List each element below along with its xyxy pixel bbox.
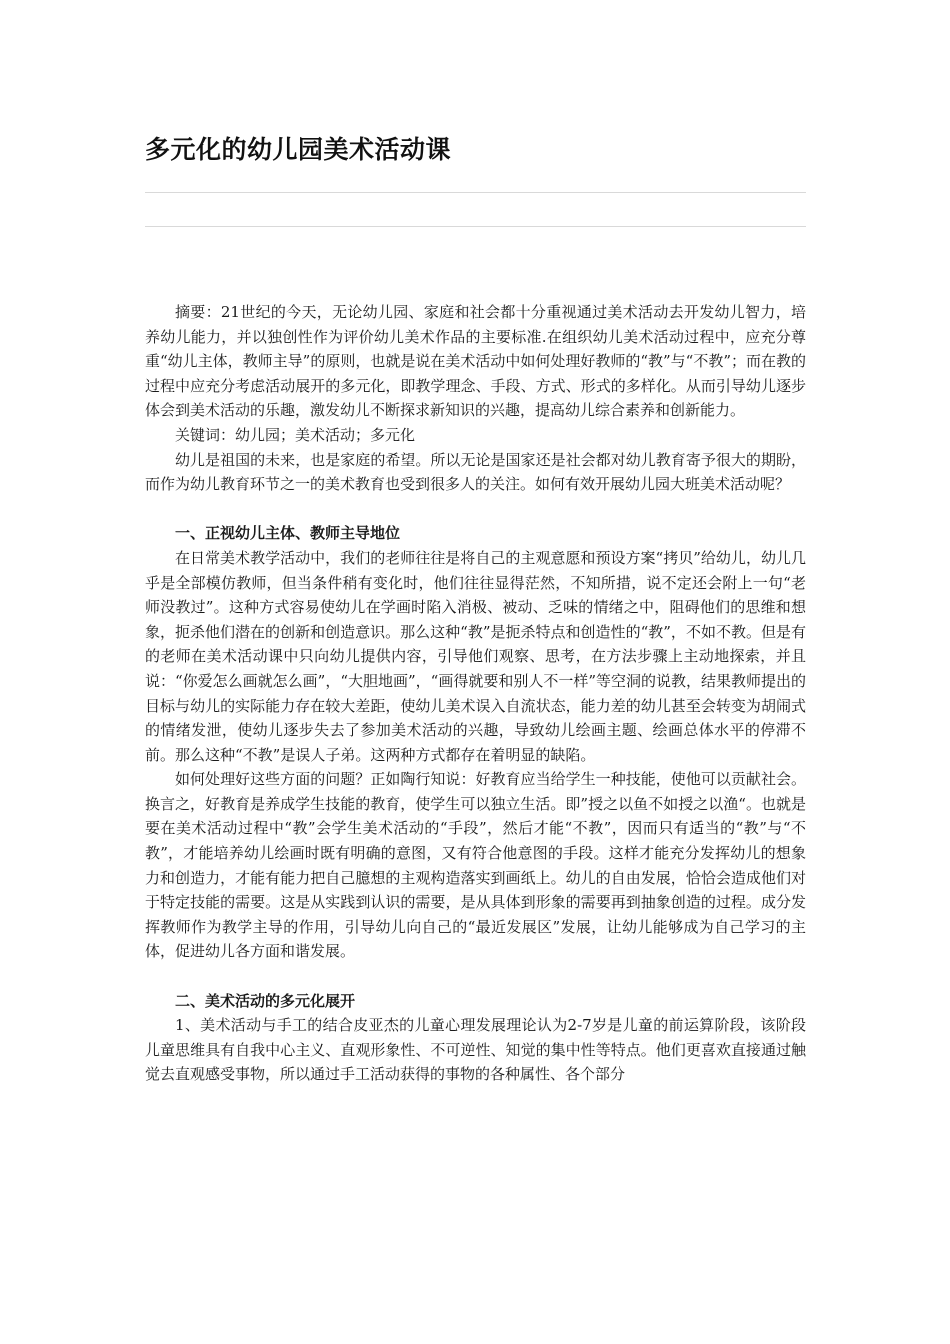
section-spacer (145, 497, 806, 522)
page-bottom-margin (0, 1198, 950, 1344)
keywords-paragraph: 关键词：幼儿园；美术活动；多元化 (175, 425, 416, 444)
intro-paragraph: 幼儿是祖国的未来，也是家庭的希望。所以无论是国家还是社会都对幼儿教育寄予很大的期盼，而作为幼儿教育环节之一的美术教育也受到很多人的关注。如何有效开展幼儿园大班美术活动呢？ (145, 450, 806, 494)
document-body (145, 300, 806, 1087)
section1-paragraph-2: 如何处理好这些方面的问题？正如陶行知说：好教育应当给学生一种技能，使他可以贡献社会。换言之，好教育是养成学生技能的教育，使学生可以独立生活。即”授之以鱼不如授之以渔“。也就是要在美术活动过程中“教”会学生美术活动的“手段”，然后才能“不教”，因而只有适当的“教”与“不教”，才能培养幼儿绘画时既有明确的意图，又有符合他意图的手段。这样才能充分发挥幼儿的想象力和创造力，才能有能力把自己臆想的主观构造落实到画纸上。幼儿的自由发展，恰恰会造成他们对于特定技能的需要。这是从实践到认识的需要，是从具体到形象的需要再到抽象创造的过程。成分发挥教师作为教学主导的作用，引导幼儿向自己的“最近发展区”发展，让幼儿能够成为自己学习的主体，促进幼儿各方面和谐发展。 (145, 770, 806, 961)
section-spacer (145, 964, 806, 989)
abstract-paragraph: 摘要：21世纪的今天，无论幼儿园、家庭和社会都十分重视通过美术活动去开发幼儿智力，培养幼儿能力，并以独创性作为评价幼儿美术作品的主要标准.在组织幼儿美术活动过程中，应充分尊重“幼儿主体，教师主导”的原则，也就是说在美术活动中如何处理好教师的“教”与“不教”；而在教的过程中应充分考虑活动展开的多元化，即教学理念、手段、方式、形式的多样化。从而引导幼儿逐步体会到美术活动的乐趣，激发幼儿不断探求新知识的兴趣，提高幼儿综合素养和创新能力。 (145, 303, 807, 420)
title-divider-top (145, 192, 806, 193)
section2-paragraph-1: 1、美术活动与手工的结合皮亚杰的儿童心理发展理论认为2-7岁是儿童的前运算阶段，该阶段儿童思维具有自我中心主义、直观形象性、不可逆性、知觉的集中性等特点。他们更喜欢直接通过触觉去直观感受事物，所以通过手工活动获得的事物的各种属性、各个部分 (145, 1016, 806, 1084)
section-heading-2: 二、美术活动的多元化展开 (175, 991, 356, 1010)
title-divider-bottom (145, 226, 806, 227)
document-title: 多元化的幼儿园美术活动课 (145, 135, 452, 164)
section-heading-1: 一、正视幼儿主体、教师主导地位 (175, 524, 401, 543)
section1-paragraph-1: 在日常美术教学活动中，我们的老师往往是将自己的主观意愿和预设方案“拷贝”给幼儿，幼儿几乎是全部模仿教师，但当条件稍有变化时，他们往往显得茫然，不知所措，说不定还会附上一句“老师没教过”。这种方式容易使幼儿在学画时陷入消极、被动、乏味的情绪之中，阻碍他们的思维和想象，扼杀他们潜在的创新和创造意识。那么这种“教”是扼杀特点和创造性的“教”，不如不教。但是有的老师在美术活动课中只向幼儿提供内容，引导他们观察、思考，在方法步骤上主动地探索，并且说：“你爱怎么画就怎么画”，“大胆地画”，“画得就要和别人不一样”等空洞的说教，结果教师提出的目标与幼儿的实际能力存在较大差距，使幼儿美术误入自流状态，能力差的幼儿甚至会转变为胡闹式的情绪发泄，使幼儿逐步失去了参加美术活动的兴趣，导致幼儿绘画主题、绘画总体水平的停滞不前。那么这种“不教”是误人子弟。这两种方式都存在着明显的缺陷。 (145, 548, 807, 764)
